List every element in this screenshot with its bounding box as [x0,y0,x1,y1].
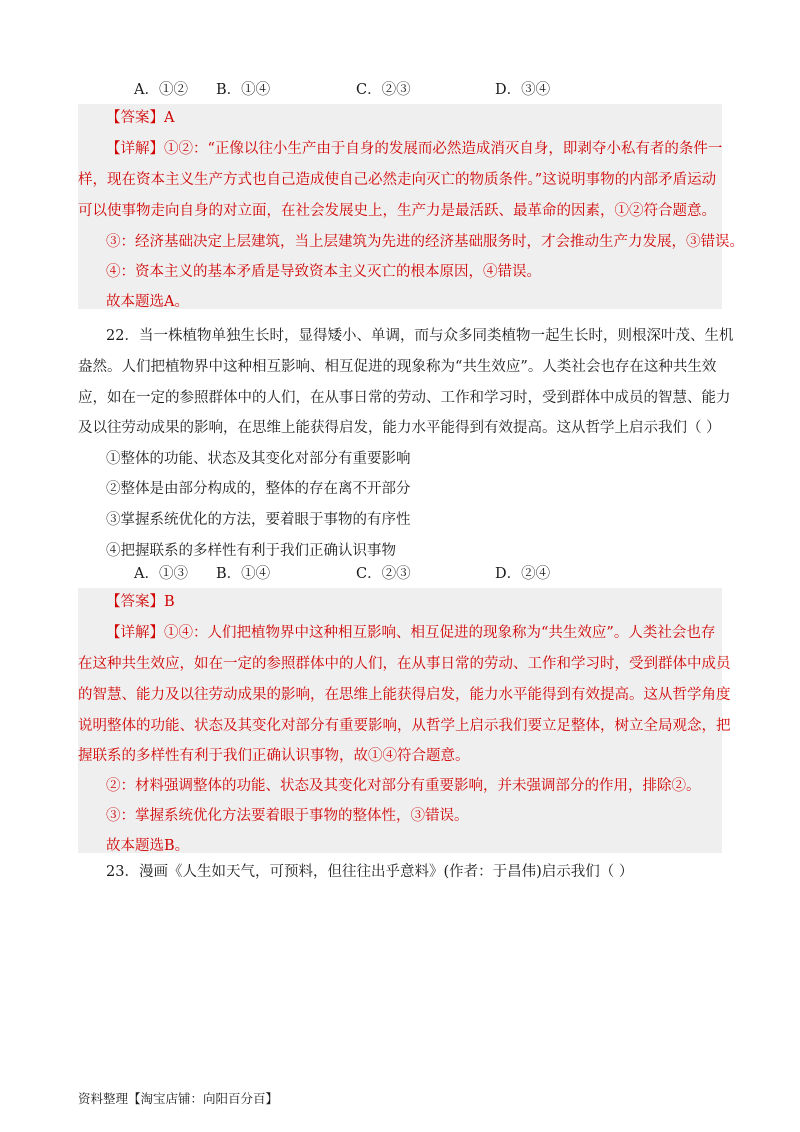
q22-detail-line: 在这种共生效应，如在一定的参照群体中的人们，在从事日常的劳动、工作和学习时，受到群体中成员 [78,656,731,672]
q22-option-a: A．①③ [134,566,188,582]
q22-stem-line: 盎然。人们把植物界中这种相互影响、相互促进的现象称为“共生效应”。人类社会也存在这种共生效 [78,359,717,375]
q21-detail-line: 【详解】①②：“正像以往小生产由于自身的发展而必然造成消灭自身，即剥夺小私有者的条件一 [106,141,723,157]
q22-statement: ②整体是由部分构成的，整体的存在离不开部分 [106,481,411,497]
q22-detail-line: 【详解】①④：人们把植物界中这种相互影响、相互促进的现象称为“共生效应”。人类社会也存 [106,625,716,641]
q22-detail-line: ③：掌握系统优化方法要着眼于事物的整体性，③错误。 [106,808,469,824]
q22-detail-line: 说明整体的功能、状态及其变化对部分有重要影响，从哲学上启示我们要立足整体，树立全局观念，把 [78,718,731,734]
q22-answer-label: 【答案】B [106,594,175,610]
q22-detail-line: 的智慧、能力及以往劳动成果的影响，在思维上能获得启发，能力水平能得到有效提高。这从哲学角度 [78,687,731,703]
q22-stem-line: 22．当一株植物单独生长时，显得矮小、单调，而与众多同类植物一起生长时，则根深叶茂、生机 [106,328,734,344]
q21-option-d: D．③④ [495,82,551,98]
q21-detail-line: 故本题选A。 [106,294,189,310]
q21-detail-line: 样，现在资本主义生产方式也自己造成使自己必然走向灭亡的物质条件。”这说明事物的内部矛盾运动 [78,172,717,188]
q22-detail-line: ②：材料强调整体的功能、状态及其变化对部分有重要影响，并未强调部分的作用，排除②。 [106,778,701,794]
q23-stem: 23．漫画《人生如天气，可预料，但往往出乎意料》(作者：于昌伟)启示我们（ ） [106,864,634,880]
q21-detail-line: ④：资本主义的基本矛盾是导致资本主义灭亡的根本原因，④错误。 [106,264,541,280]
q22-option-b: B．①④ [216,566,271,582]
q21-answer-label: 【答案】A [106,110,175,126]
q21-detail-line: 可以使事物走向自身的对立面，在社会发展史上，生产力是最活跃、最革命的因素，①②符合题意。 [78,203,716,219]
footer-source: 资料整理【淘宝店铺：向阳百分百】 [78,1091,279,1106]
q22-option-c: C．②③ [356,566,411,582]
q22-detail-line: 握联系的多样性有利于我们正确认识事物，故①④符合题意。 [78,748,470,764]
q22-statement: ①整体的功能、状态及其变化对部分有重要影响 [106,451,411,467]
q21-option-a: A．①② [134,82,188,98]
q22-statement: ④把握联系的多样性有利于我们正确认识事物 [106,543,396,559]
q22-option-d: D．②④ [495,566,551,582]
q21-option-c: C．②③ [356,82,411,98]
q21-option-b: B．①④ [216,82,271,98]
q22-stem-line: 应，如在一定的参照群体中的人们，在从事日常的劳动、工作和学习时，受到群体中成员的智慧、能力 [78,390,731,406]
q22-detail-line: 故本题选B。 [106,838,190,854]
q22-stem-line: 及以往劳动成果的影响，在思维上能获得启发，能力水平能得到有效提高。这从哲学上启示我们（ ） [78,420,721,436]
q21-detail-line: ③：经济基础决定上层建筑，当上层建筑为先进的经济基础服务时，才会推动生产力发展，③错误。 [106,234,744,250]
q22-statement: ③掌握系统优化的方法，要着眼于事物的有序性 [106,512,411,528]
